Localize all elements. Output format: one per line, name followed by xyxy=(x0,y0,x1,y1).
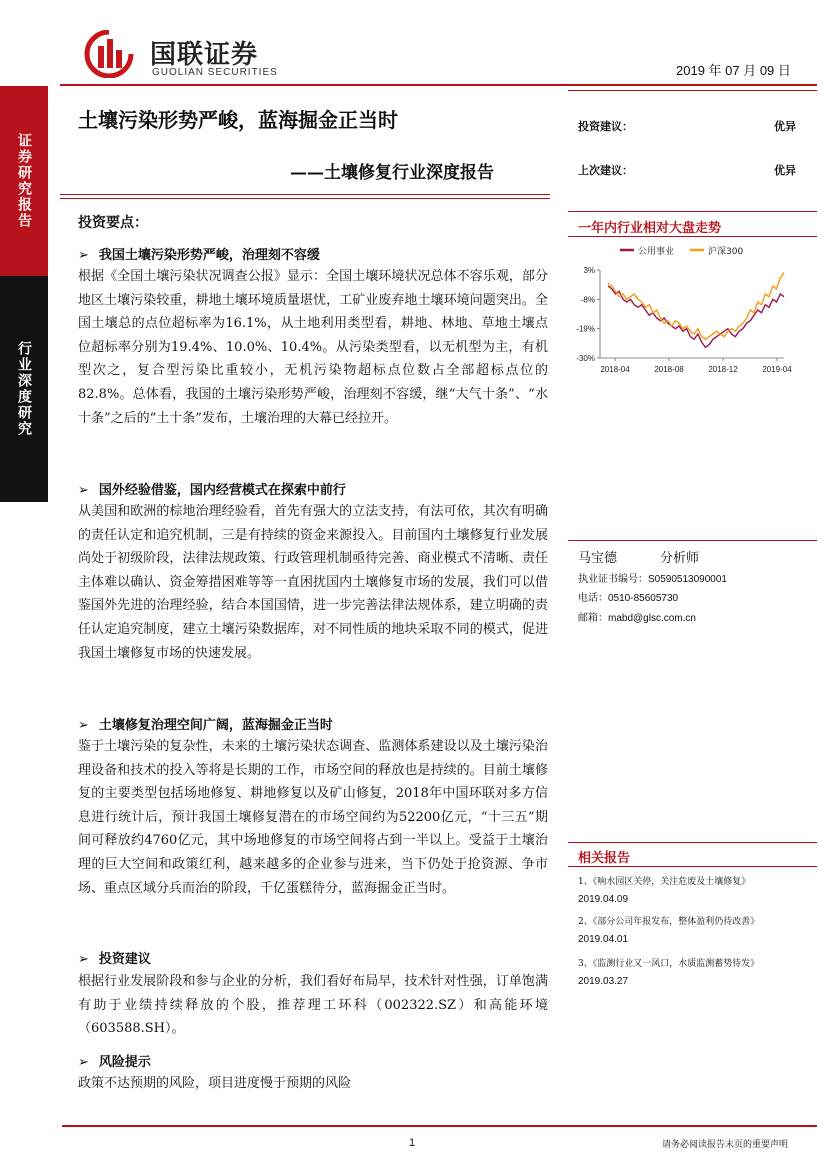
analyst-divider xyxy=(568,540,817,541)
arrow-icon: ➢ xyxy=(78,952,89,967)
related-reports-title: 相关报告 xyxy=(578,851,631,866)
bullet-heading: ➢ 国外经验借鉴，国内经营模式在探索中前行 xyxy=(78,483,346,498)
arrow-icon: ➢ xyxy=(78,1055,89,1070)
title-divider-2 xyxy=(60,198,550,199)
footer-divider xyxy=(62,1125,817,1127)
x-tick-label: 2018-08 xyxy=(654,365,684,374)
report-date: 2019 年 07 月 09 日 xyxy=(676,63,791,78)
x-tick-label: 2018-12 xyxy=(708,365,738,374)
related-report-date: 2019.04.09 xyxy=(578,894,629,905)
bullet-heading: ➢ 土壤修复治理空间广阔，蓝海掘金正当时 xyxy=(78,718,333,733)
previous-rating-label: 上次建议： xyxy=(578,164,633,177)
analyst-name: 马宝德 xyxy=(578,551,618,566)
y-tick-label: -8% xyxy=(580,295,595,305)
analyst-license: 执业证书编号：S0590513090001 xyxy=(578,574,727,585)
previous-rating-value: 优异 xyxy=(774,164,796,177)
title-divider xyxy=(60,194,550,195)
paragraph: 根据《全国土壤污染状况调查公报》显示：全国土壤环境状况总体不容乐观，部分地区土壤污染较重，耕地土壤环境质量堪忧，工矿业废弃地土壤环境问题突出。全国土壤总的点位超标率为16.1%，从土地利用类型看，耕地、林地、草地土壤点位超标率分别为19.4%、10.0%、10.4%。从污染类型看，以无机型为主，有机型次之，复合型污染比重较小，无机污染物超标点位数占全部超标点位的 82.8%。总体看，我国的土壤污染形势严峻，治理刻不容缓，继“大气十条”、“水十条”之后的“土十条”发布，土壤治理的大幕已经拉开。 xyxy=(78,269,548,426)
y-tick-label: -19% xyxy=(576,324,595,334)
section-title-key-points: 投资要点： xyxy=(78,215,148,231)
x-tick-label: 2018-04 xyxy=(600,365,630,374)
paragraph: 政策不达预期的风险，项目进度慢于预期的风险 xyxy=(78,1076,352,1091)
side-tab-securities-research: 证券研究报告 xyxy=(0,86,48,276)
logo-text-cn: 国联证券 xyxy=(150,40,259,70)
arrow-icon: ➢ xyxy=(78,483,89,498)
related-report-link[interactable]: 1、《响水园区关停，关注危废及土壤修复》 xyxy=(578,877,751,887)
header-divider xyxy=(60,84,817,86)
bullet-heading: ➢ 投资建议 xyxy=(78,952,151,967)
y-tick-label: -30% xyxy=(576,354,595,363)
rating-value: 优异 xyxy=(774,120,796,133)
related-title-divider xyxy=(568,866,817,867)
analyst-phone: 电话：0510-85605730 xyxy=(578,593,679,604)
side-tab-industry-research: 行业深度研究 xyxy=(0,276,48,502)
report-title: 土壤污染形势严峻，蓝海掘金正当时 xyxy=(78,108,398,132)
paragraph: 从美国和欧洲的棕地治理经验看，首先有强大的立法支持，有法可依，其次有明确的责任认定和追究机制，三是有持续的资金来源投入。目前国内土壤修复行业发展尚处于初级阶段，法律法规政策、行政管理机制亟待完善、商业模式不清晰、责任主体难以确认、资金筹措困难等等一直困扰国内土壤修复市场的发展，我们可以借鉴国外先进的治理经验，结合本国国情，进一步完善法律法规体系，建立明确的责任认定追究制度，建立土壤污染数据库，对不同性质的地块采取不同的模式，促进我国土壤修复市场的快速发展。 xyxy=(78,504,548,661)
related-report-link[interactable]: 2、《部分公司年报发布，整体盈利仍待改善》 xyxy=(578,917,760,927)
disclaimer: 请务必阅读报告末页的重要声明 xyxy=(662,1140,789,1150)
paragraph: 根据行业发展阶段和参与企业的分析，我们看好布局早，技术针对性强，订单饱满有助于业绩持续释放的个股，推荐理工环科（002322.SZ）和高能环境（603588.SH）。 xyxy=(78,974,548,1037)
chart-title: 一年内行业相对大盘走势 xyxy=(578,221,722,236)
bullet-heading: ➢ 我国土壤污染形势严峻，治理刻不容缓 xyxy=(78,248,320,263)
page-number: 1 xyxy=(409,1137,416,1149)
related-report-date: 2019.04.01 xyxy=(578,934,629,945)
related-report-link[interactable]: 3、《监测行业又一风口，水质监测蓄势待发》 xyxy=(578,959,760,969)
logo-emblem xyxy=(82,30,136,78)
analyst-role: 分析师 xyxy=(660,551,700,566)
related-report-date: 2019.03.27 xyxy=(578,976,629,987)
arrow-icon: ➢ xyxy=(78,718,89,733)
legend-label: 公用事业 xyxy=(638,247,675,257)
relative-performance-chart xyxy=(568,240,817,380)
logo-text-en: GUOLIAN SECURITIES xyxy=(152,67,278,78)
report-subtitle: ——土壤修复行业深度报告 xyxy=(290,163,494,183)
chart-title-divider xyxy=(568,236,817,237)
paragraph: 鉴于土壤污染的复杂性，未来的土壤污染状态调查、监测体系建设以及土壤污染治理设备和技术的投入等将是长期的工作，市场空间的释放也是持续的。目前土壤修复的主要类型包括场地修复、耕地修复以及矿山修复，2018年中国环联对多方信息进行统计后，预计我国土壤修复潜在的市场空间约为52200亿元，“十三五”期间可释放约4760亿元，其中场地修复的市场空间将占到一半以上。受益于土壤治理的巨大空间和政策红利，越来越多的企业参与进来，当下仍处于抢资源、争市场、重点区域分兵而治的阶段，千亿蛋糕待分，蓝海掘金正当时。 xyxy=(78,739,548,896)
rating-top-divider xyxy=(568,90,817,91)
x-tick-label: 2019-04 xyxy=(762,365,792,374)
legend-label: 沪深300 xyxy=(708,247,744,257)
related-divider xyxy=(568,842,817,843)
arrow-icon: ➢ xyxy=(78,248,89,263)
chart-divider xyxy=(568,211,817,212)
series-line-csi300 xyxy=(608,273,784,340)
analyst-email: 邮箱：mabd@glsc.com.cn xyxy=(578,613,696,624)
y-tick-label: 3% xyxy=(583,266,595,275)
bullet-heading: ➢ 风险提示 xyxy=(78,1055,151,1070)
rating-label: 投资建议： xyxy=(578,120,633,133)
